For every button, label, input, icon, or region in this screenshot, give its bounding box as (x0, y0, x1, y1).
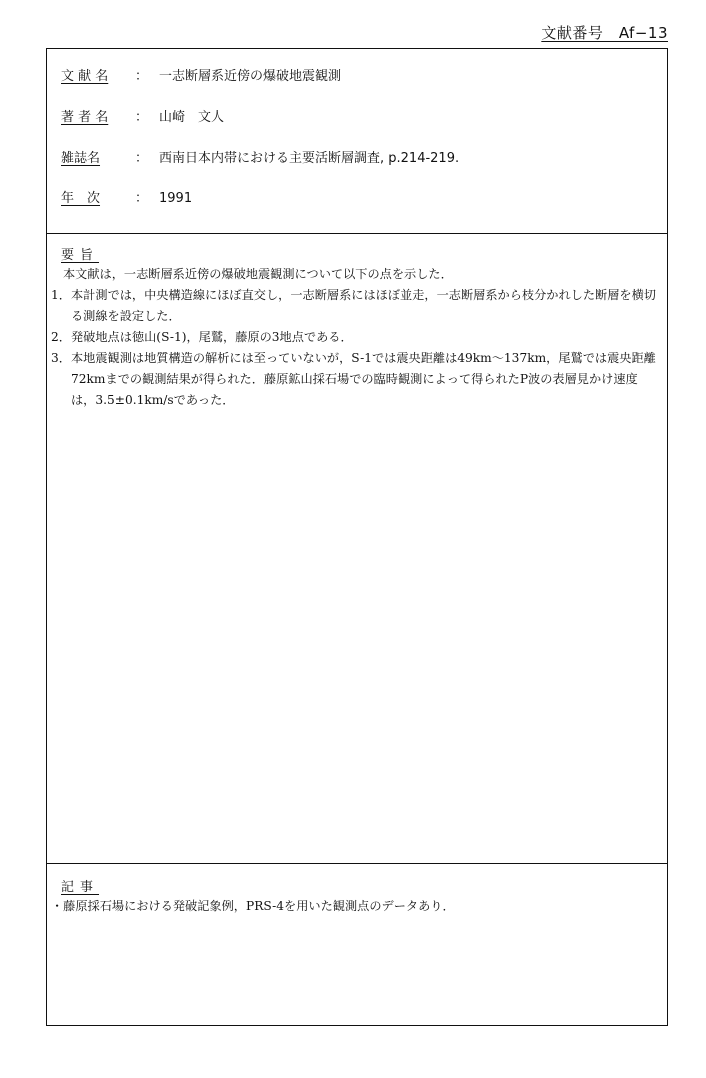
notes-body: ・藤原採石場における発破記象例，PRS-4を用いた観測点のデータあり． (51, 899, 455, 913)
summary-item-text: 本計測では，中央構造線にほぼ直交し，一志断層系にはほぼ並走，一志断層系から枝分かれした断層を横切る測線を設定した． (71, 288, 656, 323)
document-number: 文献番号 Af−13 (541, 24, 668, 42)
summary-item-text: 本地震観測は地質構造の解析には至っていないが，S-1では震央距離は49km〜137km，尾鷲では震央距離72kmまでの観測結果が得られた．藤原鉱山採石場での臨時観測によって得られたP波の表層見かけ速度は，3.5±0.1km/sであった． (71, 351, 656, 407)
summary-item-number: 3． (51, 351, 71, 365)
summary-item-number: 2． (51, 330, 71, 344)
summary-item (51, 285, 661, 327)
year-label: 年 次 (61, 191, 101, 206)
record-card (46, 48, 668, 1026)
notes-section (47, 864, 667, 1025)
summary-heading: 要旨 (61, 248, 100, 263)
title-label: 文 献 名 (61, 69, 109, 84)
journal-colon: ： (135, 151, 149, 166)
year-value: 1991 (159, 191, 193, 206)
summary-item-text: 発破地点は徳山(S-1)，尾鷲，藤原の3地点である． (71, 330, 353, 344)
summary-intro: 本文献は，一志断層系近傍の爆破地震観測について以下の点を示した． (63, 267, 453, 281)
author-label: 著 者 名 (61, 110, 109, 125)
summary-item-number: 1． (51, 288, 71, 302)
summary-section (47, 234, 667, 864)
year-row (61, 187, 192, 206)
title-colon: ： (135, 69, 149, 84)
summary-body (51, 264, 661, 411)
metadata-section (47, 49, 667, 234)
journal-label: 雑誌名 (61, 151, 101, 166)
summary-item (51, 327, 661, 348)
notes-heading: 記事 (61, 880, 100, 895)
journal-row (61, 147, 459, 166)
journal-value: 西南日本内帯における主要活断層調査, p.214-219. (159, 151, 460, 166)
author-value: 山崎 文人 (159, 110, 225, 125)
title-row (61, 65, 341, 84)
author-row (61, 106, 224, 125)
year-colon: ： (135, 191, 149, 206)
summary-item (51, 348, 661, 411)
author-colon: ： (135, 110, 149, 125)
title-value: 一志断層系近傍の爆破地震観測 (159, 69, 342, 84)
